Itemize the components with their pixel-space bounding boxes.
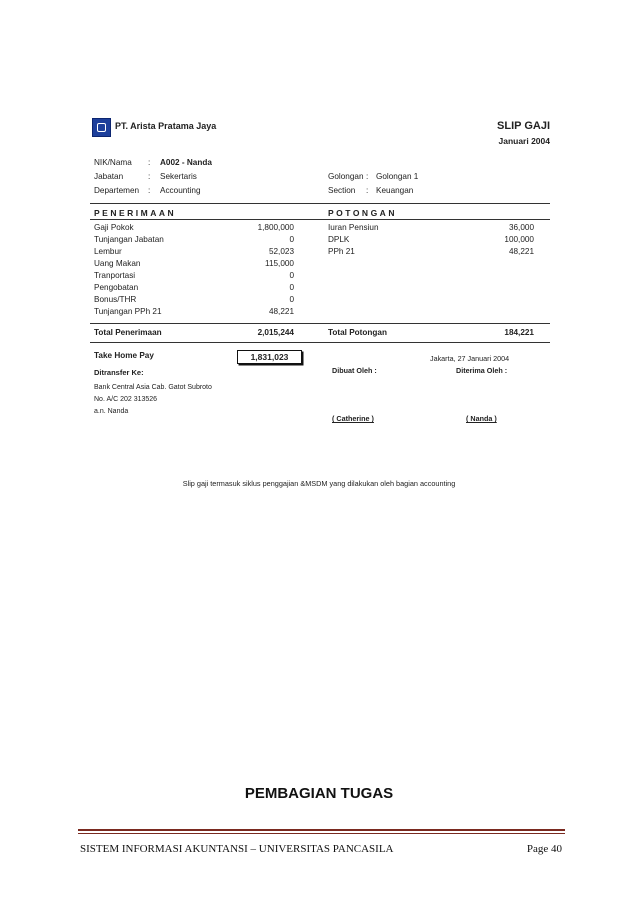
figure-caption: Slip gaji termasuk siklus penggajian &MSDM yang dilakukan oleh bagian accounting bbox=[182, 479, 456, 488]
penerimaan-value-3: 115,000 bbox=[265, 259, 294, 268]
potongan-value-2: 48,221 bbox=[508, 247, 534, 256]
received-by-label: Diterima Oleh : bbox=[456, 366, 508, 375]
penerimaan-label-6: Bonus/THR bbox=[94, 295, 137, 304]
total-penerimaan-label: Total Penerimaan bbox=[94, 328, 162, 337]
transfer-label: Ditransfer Ke: bbox=[94, 368, 144, 377]
footer-divider bbox=[78, 829, 565, 831]
jabatan-colon: : bbox=[148, 172, 151, 181]
made-by-signer: ( Catherine ) bbox=[332, 414, 374, 423]
potongan-value-0: 36,000 bbox=[508, 223, 534, 232]
penerimaan-label-5: Pengobatan bbox=[94, 283, 139, 292]
nik-value: A002 - Nanda bbox=[160, 158, 212, 167]
divider bbox=[90, 203, 550, 204]
section-value: Keuangan bbox=[376, 186, 414, 195]
penerimaan-label-2: Lembur bbox=[94, 247, 122, 256]
company-name: PT. Arista Pratama Jaya bbox=[115, 121, 217, 131]
penerimaan-label-3: Uang Makan bbox=[94, 259, 141, 268]
penerimaan-value-1: 0 bbox=[289, 235, 294, 244]
made-by-label: Dibuat Oleh : bbox=[332, 366, 377, 375]
account-number: No. A/C 202 313526 bbox=[94, 396, 158, 403]
department-value: Accounting bbox=[160, 186, 201, 195]
jabatan-value: Sekertaris bbox=[160, 172, 197, 181]
slip-period: Januari 2004 bbox=[498, 136, 550, 146]
department-colon: : bbox=[148, 186, 151, 195]
golongan-value: Golongan 1 bbox=[376, 172, 419, 181]
section-label: Section bbox=[328, 186, 356, 195]
footer-title: SISTEM INFORMASI AKUNTANSI – UNIVERSITAS PANCASILA bbox=[80, 843, 394, 855]
golongan-label: Golongan bbox=[328, 172, 364, 181]
golongan-colon: : bbox=[366, 172, 369, 181]
penerimaan-value-6: 0 bbox=[289, 295, 294, 304]
penerimaan-value-4: 0 bbox=[289, 271, 294, 280]
penerimaan-value-7: 48,221 bbox=[268, 307, 294, 316]
salary-slip-image bbox=[90, 112, 550, 432]
penerimaan-value-2: 52,023 bbox=[268, 247, 294, 256]
penerimaan-header: PENERIMAAN bbox=[94, 208, 177, 218]
penerimaan-label-0: Gaji Pokok bbox=[94, 223, 134, 232]
section-heading: PEMBAGIAN TUGAS bbox=[244, 785, 394, 802]
page-number: Page 40 bbox=[526, 843, 562, 855]
divider bbox=[90, 219, 550, 220]
penerimaan-value-5: 0 bbox=[289, 283, 294, 292]
section-colon: : bbox=[366, 186, 369, 195]
penerimaan-label-1: Tunjangan Jabatan bbox=[94, 235, 164, 244]
divider bbox=[90, 342, 550, 343]
place-date: Jakarta, 27 Januari 2004 bbox=[430, 354, 510, 363]
total-penerimaan-value: 2,015,244 bbox=[257, 328, 294, 337]
received-by-signer: ( Nanda ) bbox=[466, 414, 497, 423]
take-home-pay-value: 1,831,023 bbox=[237, 350, 302, 364]
nik-label: NIK/Nama bbox=[94, 158, 132, 167]
account-holder: a.n. Nanda bbox=[94, 408, 129, 415]
total-potongan-label: Total Potongan bbox=[328, 328, 387, 337]
take-home-pay-label: Take Home Pay bbox=[94, 351, 154, 360]
department-label: Departemen bbox=[94, 186, 140, 195]
footer-divider bbox=[78, 833, 565, 834]
penerimaan-label-7: Tunjangan PPh 21 bbox=[94, 307, 162, 316]
potongan-label-1: DPLK bbox=[328, 235, 350, 244]
slip-title: SLIP GAJI bbox=[497, 120, 550, 132]
company-logo-icon bbox=[92, 118, 111, 137]
potongan-label-0: Iuran Pensiun bbox=[328, 223, 379, 232]
potongan-label-2: PPh 21 bbox=[328, 247, 355, 256]
penerimaan-value-0: 1,800,000 bbox=[257, 223, 294, 232]
nik-colon: : bbox=[148, 158, 151, 167]
jabatan-label: Jabatan bbox=[94, 172, 124, 181]
bank-name: Bank Central Asia Cab. Gatot Subroto bbox=[94, 384, 212, 391]
penerimaan-label-4: Tranportasi bbox=[94, 271, 136, 280]
potongan-value-1: 100,000 bbox=[504, 235, 534, 244]
potongan-header: POTONGAN bbox=[328, 208, 397, 218]
divider bbox=[90, 323, 550, 324]
total-potongan-value: 184,221 bbox=[504, 328, 534, 337]
